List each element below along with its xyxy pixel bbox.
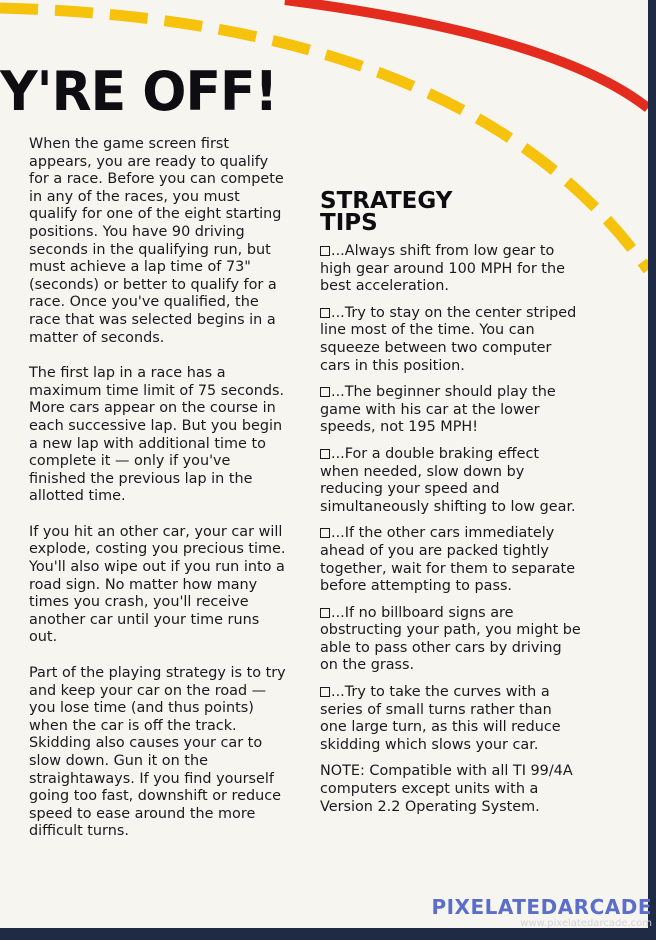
tip-item — [320, 525, 582, 595]
paragraph-playing-strategy: Part of the playing strategy is to try and keep your car on the road — you lose time (and thus points) when the car is off the track. Skidding also causes your car to slow down. Gun it on the straightaways. If you find yourself going too fast, downshift or reduce speed to ease around the more difficult turns. — [29, 665, 286, 840]
watermark-logo: PIXELATEDARCADE — [431, 895, 652, 919]
tip-item — [320, 243, 582, 296]
watermark-url: www.pixelatedarcade.com — [520, 918, 652, 929]
headline: Y'RE OFF! — [0, 60, 278, 124]
tip-text: ...If the other cars immediately ahead of you are packed tightly together, wait for them to separate before attempting to pass. — [320, 525, 576, 595]
compatibility-note: NOTE: Compatible with all TI 99/4A computers except units with a Version 2.2 Operating System. — [320, 763, 573, 815]
checkbox-icon — [320, 308, 330, 318]
tip-item — [320, 305, 582, 375]
watermark — [431, 896, 652, 930]
tip-text: ...Try to take the curves with a series of small turns rather than one large turn, as this will reduce skidding which slows your car. — [320, 684, 561, 753]
paragraph-crashes: If you hit an other car, your car will explode, costing you precious time. You'll also wipe out if you run into a road sign. No matter how many times you crash, you'll receive another car until your time runs out. — [29, 523, 286, 646]
tip-item — [320, 684, 582, 754]
checkbox-icon — [320, 528, 330, 538]
strategy-tips-heading — [320, 190, 582, 234]
paragraph-qualifying: When the game screen first appears, you are ready to qualify for a race. Before you can compete in any of the races, you must qualify for one of the eight starting positions. You have 90 driving seconds in the qualifying run, but must achieve a lap time of 73" (seconds) or better to qualify for a race. Once you've qualified, the race that was selected begins in a matter of seconds. — [29, 136, 284, 346]
heading-line-1: STRATEGY — [320, 188, 453, 214]
paragraph-first-lap: The first lap in a race has a maximum time limit of 75 seconds. More cars appear on the course in each successive lap. But you begin a new lap with additional time to complete it — only if you've finished the previous lap in the allotted time. — [29, 365, 285, 505]
checkbox-icon — [320, 687, 330, 697]
tip-item — [320, 446, 582, 516]
checkbox-icon — [320, 449, 330, 459]
checkbox-icon — [320, 608, 330, 618]
checkbox-icon — [320, 246, 330, 256]
heading-line-2: TIPS — [320, 210, 378, 236]
tip-text: ...The beginner should play the game with his car at the lower speeds, not 195 MPH! — [320, 384, 556, 436]
tip-text: ...Try to stay on the center striped line most of the time. You can squeeze between two computer cars in this position. — [320, 304, 577, 374]
strategy-tips-column — [320, 190, 582, 816]
checkbox-icon — [320, 387, 330, 397]
tip-text: ...If no billboard signs are obstructing your path, you might be able to pass other cars by driving on the grass. — [320, 604, 581, 674]
tip-item — [320, 605, 582, 675]
tip-text: ...Always shift from low gear to high gear around 100 MPH for the best acceleration. — [320, 243, 565, 295]
instructions-column — [29, 136, 291, 859]
tip-item — [320, 384, 582, 437]
tip-text: ...For a double braking effect when needed, slow down by reducing your speed and simultaneously shifting to low gear. — [320, 445, 576, 515]
